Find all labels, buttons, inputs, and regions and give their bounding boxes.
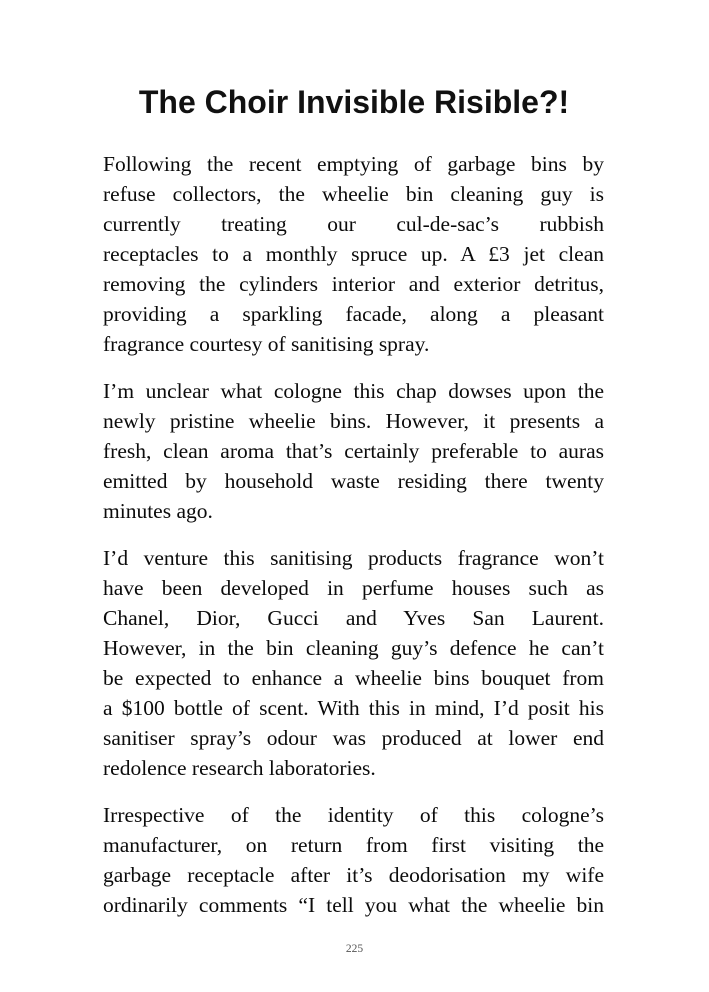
text-line: I’m unclear what cologne this chap dowses upon the <box>103 379 604 403</box>
text-line: redolence research laboratories. <box>103 756 376 780</box>
text-line: However, in the bin cleaning guy’s defence he can’t <box>103 636 604 660</box>
text-line: I’d venture this sanitising products fragrance won’t <box>103 546 604 570</box>
text-line: be expected to enhance a wheelie bins bouquet from <box>103 666 604 690</box>
text-line: emitted by household waste residing there twenty <box>103 469 604 493</box>
text-line: Following the recent emptying of garbage bins by <box>103 152 604 176</box>
text-line: minutes ago. <box>103 499 213 523</box>
text-line: newly pristine wheelie bins. However, it presents a <box>103 409 604 433</box>
paragraph <box>103 800 604 920</box>
text-line: garbage receptacle after it’s deodorisation my wife <box>103 863 604 887</box>
paragraph <box>103 149 604 359</box>
paragraph <box>103 543 604 783</box>
text-line: ordinarily comments “I tell you what the wheelie bin <box>103 893 604 917</box>
page-title: The Choir Invisible Risible?! <box>138 84 570 120</box>
text-line: removing the cylinders interior and exterior detritus, <box>103 272 604 296</box>
text-line: Irrespective of the identity of this cologne’s <box>103 803 604 827</box>
text-line: manufacturer, on return from first visiting the <box>103 833 604 857</box>
text-line: have been developed in perfume houses such as <box>103 576 604 600</box>
page-number: 225 <box>345 943 364 955</box>
paragraph <box>103 376 604 526</box>
text-line: fresh, clean aroma that’s certainly preferable to auras <box>103 439 604 463</box>
text-line: currently treating our cul-de-sac’s rubbish <box>103 212 604 236</box>
text-line: providing a sparkling facade, along a pleasant <box>103 302 604 326</box>
text-line: fragrance courtesy of sanitising spray. <box>103 332 430 356</box>
text-line: receptacles to a monthly spruce up. A £3 jet clean <box>103 242 604 266</box>
text-line: refuse collectors, the wheelie bin cleaning guy is <box>103 182 604 206</box>
text-line: a $100 bottle of scent. With this in mind, I’d posit his <box>103 696 604 720</box>
text-line: Chanel, Dior, Gucci and Yves San Laurent. <box>103 606 604 630</box>
paragraphs <box>103 149 604 920</box>
text-line: sanitiser spray’s odour was produced at lower end <box>103 726 604 750</box>
